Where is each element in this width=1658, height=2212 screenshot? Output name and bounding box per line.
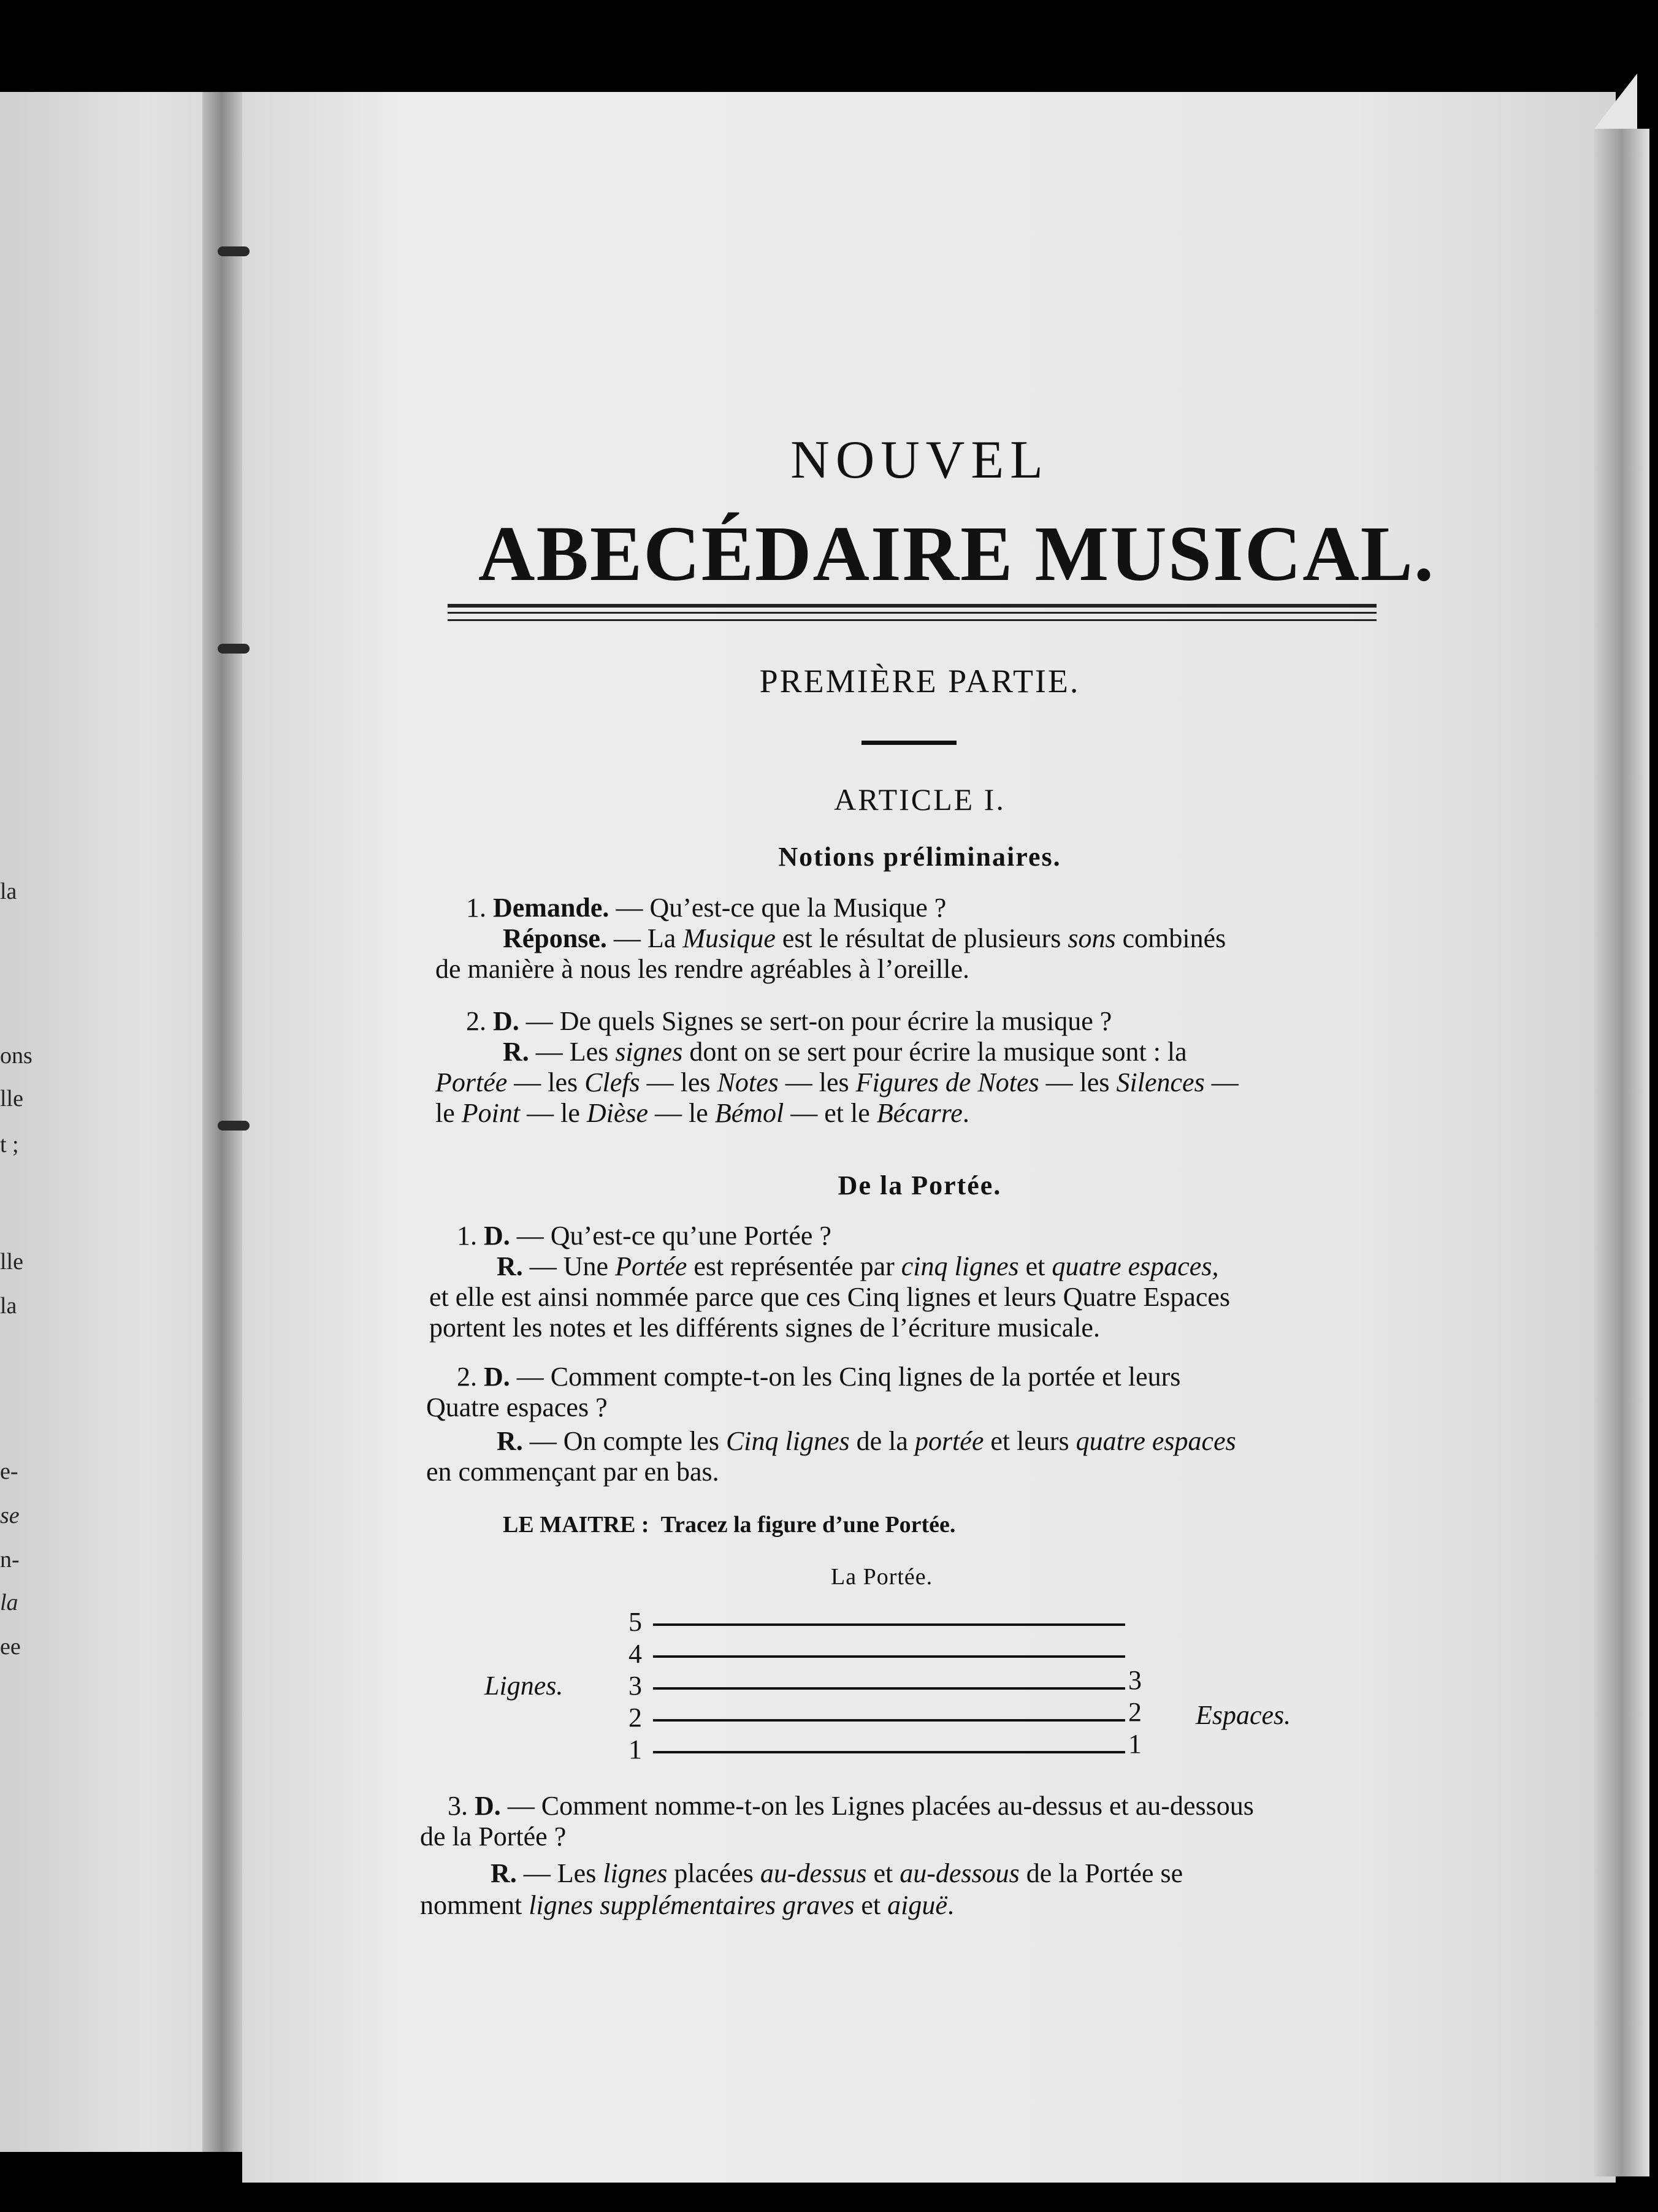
answer-line: Réponse. — La Musique est le résultat de plusieurs sons combinés (503, 923, 1226, 953)
page-edge (1594, 129, 1649, 2176)
teacher-instruction: LE MAITRE : Tracez la figure d’une Portée. (503, 1512, 956, 1538)
answer-line: nomment lignes supplémentaires graves et aiguë. (420, 1890, 954, 1920)
line-number: 5 (628, 1607, 642, 1637)
staff-caption: La Portée. (831, 1564, 933, 1590)
question-line: 2. D. — Comment compte-t-on les Cinq lignes de la portée et leurs (457, 1362, 1181, 1392)
left-fragment: lle (0, 1086, 23, 1112)
left-fragment: lle (0, 1249, 23, 1275)
left-fragment: se (0, 1503, 20, 1528)
left-fragment: ee (0, 1634, 21, 1660)
left-fragment: n- (0, 1547, 20, 1573)
left-fragment: la (0, 879, 17, 904)
question-line: 2. D. — De quels Signes se sert-on pour écrire la musique ? (466, 1006, 1112, 1036)
answer-line: et elle est ainsi nommée parce que ces Cinq lignes et leurs Quatre Espaces (429, 1282, 1231, 1312)
staff-line (653, 1751, 1125, 1753)
staff-line (653, 1719, 1125, 1722)
line-number: 1 (628, 1734, 642, 1764)
answer-line: R. — Les signes dont on se sert pour écrire la musique sont : la (503, 1037, 1187, 1067)
lines-label: Lignes. (484, 1671, 563, 1701)
question-line: de la Portée ? (420, 1821, 567, 1852)
question-line: 3. D. — Comment nomme-t-on les Lignes placées au-dessus et au-dessous (448, 1791, 1254, 1821)
divider (861, 741, 957, 745)
answer-line: portent les notes et les différents signes de l’écriture musicale. (429, 1313, 1100, 1343)
section-heading: De la Portée. (838, 1170, 1002, 1200)
title-line-2: ABECÉDAIRE MUSICAL. (478, 510, 1435, 597)
left-fragment: e- (0, 1459, 18, 1484)
left-fragment: t ; (0, 1132, 19, 1157)
line-number: 4 (628, 1639, 642, 1669)
title-line-1: NOUVEL (790, 430, 1049, 490)
binding-stitch (218, 1121, 250, 1131)
staff-line (653, 1655, 1125, 1658)
binding-stitch (218, 246, 250, 256)
answer-line: en commençant par en bas. (426, 1457, 719, 1487)
part-heading: PREMIÈRE PARTIE. (759, 663, 1080, 700)
title-rule (448, 604, 1377, 608)
left-fragment: ons (0, 1043, 32, 1069)
title-rule (448, 612, 1377, 614)
answer-line: Portée — les Clefs — les Notes — les Figures de Notes — les Silences — (435, 1067, 1239, 1097)
line-number: 3 (628, 1671, 642, 1701)
space-number: 1 (1128, 1729, 1142, 1759)
answer-line: R. — Les lignes placées au-dessus et au-dessous de la Portée se (491, 1858, 1183, 1888)
space-number: 2 (1128, 1697, 1142, 1727)
question-line: 1. Demande. — Qu’est-ce que la Musique ? (466, 893, 947, 923)
page-corner (1594, 74, 1637, 129)
question-line: Quatre espaces ? (426, 1392, 608, 1422)
article-heading: ARTICLE I. (834, 782, 1006, 817)
left-fragment: la (0, 1293, 17, 1319)
answer-line: le Point — le Dièse — le Bémol — et le Bécarre. (435, 1098, 969, 1128)
staff-line (653, 1687, 1125, 1690)
staff-line (653, 1623, 1125, 1626)
line-number: 2 (628, 1703, 642, 1733)
question-line: 1. D. — Qu’est-ce qu’une Portée ? (457, 1221, 831, 1251)
spaces-label: Espaces. (1196, 1700, 1291, 1730)
title-rule (448, 619, 1377, 621)
answer-line: R. — On compte les Cinq lignes de la portée et leurs quatre espaces (497, 1426, 1236, 1456)
answer-line: de manière à nous les rendre agréables à l’oreille. (435, 954, 970, 984)
space-number: 3 (1128, 1665, 1142, 1695)
binding-stitch (218, 644, 250, 654)
section-heading: Notions préliminaires. (778, 842, 1061, 872)
answer-line: R. — Une Portée est représentée par cinq lignes et quatre espaces, (497, 1251, 1219, 1281)
left-fragment: la (0, 1590, 18, 1615)
